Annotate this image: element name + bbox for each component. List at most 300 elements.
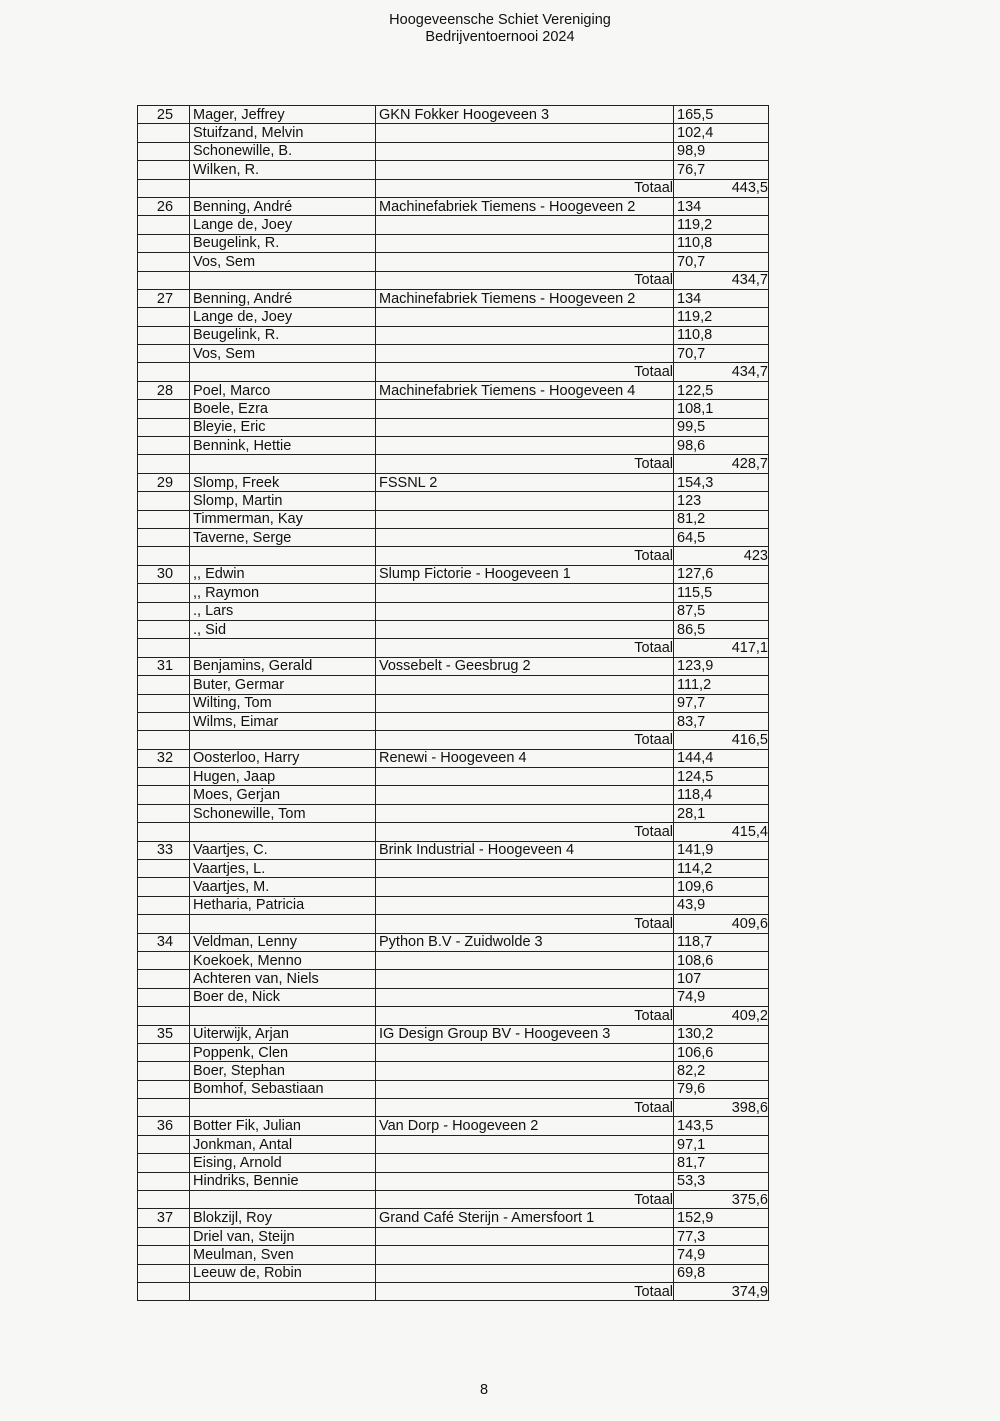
member-row bbox=[138, 473, 769, 491]
team-cell bbox=[376, 1246, 674, 1264]
member-score: 134 bbox=[674, 289, 769, 307]
member-score: 43,9 bbox=[674, 896, 769, 914]
member-name: Lange de, Joey bbox=[190, 216, 376, 234]
rank-cell bbox=[138, 400, 190, 418]
member-score: 108,1 bbox=[674, 400, 769, 418]
team-name: Vossebelt - Geesbrug 2 bbox=[376, 657, 674, 675]
empty-cell bbox=[138, 1099, 190, 1117]
rank-cell bbox=[138, 988, 190, 1006]
team-name: Grand Café Sterijn - Amersfoort 1 bbox=[376, 1209, 674, 1227]
member-score: 119,2 bbox=[674, 308, 769, 326]
total-label: Totaal bbox=[376, 1099, 674, 1117]
member-score: 110,8 bbox=[674, 234, 769, 252]
total-label: Totaal bbox=[376, 271, 674, 289]
rank-cell bbox=[138, 804, 190, 822]
team-cell bbox=[376, 124, 674, 142]
team-name: Python B.V - Zuidwolde 3 bbox=[376, 933, 674, 951]
member-name: Timmerman, Kay bbox=[190, 510, 376, 528]
member-row bbox=[138, 749, 769, 767]
rank-cell bbox=[138, 510, 190, 528]
total-label: Totaal bbox=[376, 823, 674, 841]
results-table bbox=[137, 105, 769, 1301]
member-row bbox=[138, 1025, 769, 1043]
member-row bbox=[138, 565, 769, 583]
member-name: Taverne, Serge bbox=[190, 528, 376, 546]
member-score: 152,9 bbox=[674, 1209, 769, 1227]
member-name: ., Sid bbox=[190, 620, 376, 638]
team-cell bbox=[376, 860, 674, 878]
member-name: Bennink, Hettie bbox=[190, 437, 376, 455]
team-cell bbox=[376, 970, 674, 988]
rank-cell bbox=[138, 970, 190, 988]
member-score: 74,9 bbox=[674, 1246, 769, 1264]
member-name: Eising, Arnold bbox=[190, 1154, 376, 1172]
member-name: ,, Raymon bbox=[190, 584, 376, 602]
empty-cell bbox=[138, 455, 190, 473]
rank-cell bbox=[138, 216, 190, 234]
member-name: Slomp, Martin bbox=[190, 492, 376, 510]
member-row bbox=[138, 1227, 769, 1245]
member-name: Bomhof, Sebastiaan bbox=[190, 1080, 376, 1098]
member-score: 124,5 bbox=[674, 768, 769, 786]
team-cell bbox=[376, 1264, 674, 1282]
results-body bbox=[138, 106, 769, 1301]
member-row bbox=[138, 676, 769, 694]
empty-cell bbox=[190, 1191, 376, 1209]
member-score: 87,5 bbox=[674, 602, 769, 620]
member-score: 143,5 bbox=[674, 1117, 769, 1135]
team-name: Machinefabriek Tiemens - Hoogeveen 4 bbox=[376, 381, 674, 399]
member-score: 76,7 bbox=[674, 161, 769, 179]
member-row bbox=[138, 326, 769, 344]
total-label: Totaal bbox=[376, 639, 674, 657]
tournament-name: Bedrijventoernooi 2024 bbox=[425, 29, 575, 45]
member-name: Leeuw de, Robin bbox=[190, 1264, 376, 1282]
team-cell bbox=[376, 694, 674, 712]
team-total: 398,6 bbox=[674, 1099, 769, 1117]
empty-cell bbox=[138, 547, 190, 565]
member-score: 141,9 bbox=[674, 841, 769, 859]
team-total: 428,7 bbox=[674, 455, 769, 473]
member-name: Koekoek, Menno bbox=[190, 951, 376, 969]
member-row bbox=[138, 804, 769, 822]
member-name: Poel, Marco bbox=[190, 381, 376, 399]
team-rank: 30 bbox=[138, 565, 190, 583]
member-row bbox=[138, 951, 769, 969]
total-label: Totaal bbox=[376, 1007, 674, 1025]
total-row bbox=[138, 639, 769, 657]
member-score: 154,3 bbox=[674, 473, 769, 491]
member-name: Schonewille, B. bbox=[190, 142, 376, 160]
page-number: 8 bbox=[479, 1382, 489, 1398]
team-cell bbox=[376, 234, 674, 252]
rank-cell bbox=[138, 860, 190, 878]
rank-cell bbox=[138, 253, 190, 271]
empty-cell bbox=[190, 639, 376, 657]
team-rank: 33 bbox=[138, 841, 190, 859]
team-cell bbox=[376, 1062, 674, 1080]
total-label: Totaal bbox=[376, 455, 674, 473]
rank-cell bbox=[138, 437, 190, 455]
team-cell bbox=[376, 712, 674, 730]
rank-cell bbox=[138, 584, 190, 602]
team-cell bbox=[376, 786, 674, 804]
member-row bbox=[138, 528, 769, 546]
member-row bbox=[138, 1043, 769, 1061]
team-rank: 31 bbox=[138, 657, 190, 675]
member-score: 81,7 bbox=[674, 1154, 769, 1172]
rank-cell bbox=[138, 712, 190, 730]
member-score: 118,4 bbox=[674, 786, 769, 804]
team-name: Machinefabriek Tiemens - Hoogeveen 2 bbox=[376, 289, 674, 307]
empty-cell bbox=[190, 1099, 376, 1117]
member-name: Bleyie, Eric bbox=[190, 418, 376, 436]
member-row bbox=[138, 234, 769, 252]
member-row bbox=[138, 418, 769, 436]
member-row bbox=[138, 142, 769, 160]
member-score: 123,9 bbox=[674, 657, 769, 675]
team-cell bbox=[376, 1227, 674, 1245]
team-name: Slump Fictorie - Hoogeveen 1 bbox=[376, 565, 674, 583]
member-row bbox=[138, 437, 769, 455]
team-cell bbox=[376, 951, 674, 969]
member-name: ., Lars bbox=[190, 602, 376, 620]
member-row bbox=[138, 106, 769, 124]
member-name: Boer, Stephan bbox=[190, 1062, 376, 1080]
member-name: Wilms, Eimar bbox=[190, 712, 376, 730]
rank-cell bbox=[138, 418, 190, 436]
member-name: Meulman, Sven bbox=[190, 1246, 376, 1264]
team-cell bbox=[376, 1154, 674, 1172]
rank-cell bbox=[138, 676, 190, 694]
team-cell bbox=[376, 528, 674, 546]
team-cell bbox=[376, 768, 674, 786]
total-row bbox=[138, 547, 769, 565]
member-row bbox=[138, 253, 769, 271]
member-name: Hetharia, Patricia bbox=[190, 896, 376, 914]
team-cell bbox=[376, 253, 674, 271]
total-label: Totaal bbox=[376, 1283, 674, 1301]
member-score: 118,7 bbox=[674, 933, 769, 951]
member-name: Schonewille, Tom bbox=[190, 804, 376, 822]
team-cell bbox=[376, 510, 674, 528]
empty-cell bbox=[190, 455, 376, 473]
member-score: 134 bbox=[674, 197, 769, 215]
team-rank: 26 bbox=[138, 197, 190, 215]
member-row bbox=[138, 988, 769, 1006]
empty-cell bbox=[190, 547, 376, 565]
team-total: 443,5 bbox=[674, 179, 769, 197]
team-total: 375,6 bbox=[674, 1191, 769, 1209]
total-row bbox=[138, 179, 769, 197]
rank-cell bbox=[138, 1135, 190, 1153]
member-row bbox=[138, 1062, 769, 1080]
member-name: Wilken, R. bbox=[190, 161, 376, 179]
team-cell bbox=[376, 896, 674, 914]
team-name: FSSNL 2 bbox=[376, 473, 674, 491]
member-row bbox=[138, 694, 769, 712]
rank-cell bbox=[138, 1062, 190, 1080]
rank-cell bbox=[138, 896, 190, 914]
empty-cell bbox=[190, 823, 376, 841]
club-name: Hoogeveensche Schiet Vereniging bbox=[389, 12, 611, 28]
team-total: 374,9 bbox=[674, 1283, 769, 1301]
member-name: Vaartjes, M. bbox=[190, 878, 376, 896]
member-score: 69,8 bbox=[674, 1264, 769, 1282]
total-label: Totaal bbox=[376, 547, 674, 565]
team-cell bbox=[376, 326, 674, 344]
team-name: IG Design Group BV - Hoogeveen 3 bbox=[376, 1025, 674, 1043]
rank-cell bbox=[138, 142, 190, 160]
rank-cell bbox=[138, 308, 190, 326]
member-name: Driel van, Steijn bbox=[190, 1227, 376, 1245]
member-name: Moes, Gerjan bbox=[190, 786, 376, 804]
team-cell bbox=[376, 142, 674, 160]
member-score: 97,1 bbox=[674, 1135, 769, 1153]
member-name: ,, Edwin bbox=[190, 565, 376, 583]
rank-cell bbox=[138, 1043, 190, 1061]
member-row bbox=[138, 308, 769, 326]
member-name: Stuifzand, Melvin bbox=[190, 124, 376, 142]
team-name: Van Dorp - Hoogeveen 2 bbox=[376, 1117, 674, 1135]
rank-cell bbox=[138, 602, 190, 620]
member-row bbox=[138, 860, 769, 878]
member-name: Vaartjes, C. bbox=[190, 841, 376, 859]
member-score: 86,5 bbox=[674, 620, 769, 638]
member-row bbox=[138, 345, 769, 363]
member-row bbox=[138, 124, 769, 142]
member-score: 144,4 bbox=[674, 749, 769, 767]
team-cell bbox=[376, 161, 674, 179]
member-row bbox=[138, 620, 769, 638]
member-score: 122,5 bbox=[674, 381, 769, 399]
member-row bbox=[138, 768, 769, 786]
rank-cell bbox=[138, 620, 190, 638]
member-score: 74,9 bbox=[674, 988, 769, 1006]
team-name: Machinefabriek Tiemens - Hoogeveen 2 bbox=[376, 197, 674, 215]
rank-cell bbox=[138, 951, 190, 969]
rank-cell bbox=[138, 786, 190, 804]
member-row bbox=[138, 1154, 769, 1172]
member-score: 102,4 bbox=[674, 124, 769, 142]
member-name: Achteren van, Niels bbox=[190, 970, 376, 988]
team-rank: 28 bbox=[138, 381, 190, 399]
member-name: Boele, Ezra bbox=[190, 400, 376, 418]
member-row bbox=[138, 1117, 769, 1135]
total-row bbox=[138, 1191, 769, 1209]
member-row bbox=[138, 492, 769, 510]
member-row bbox=[138, 1172, 769, 1190]
member-score: 97,7 bbox=[674, 694, 769, 712]
member-row bbox=[138, 216, 769, 234]
member-score: 110,8 bbox=[674, 326, 769, 344]
member-row bbox=[138, 289, 769, 307]
team-cell bbox=[376, 216, 674, 234]
empty-cell bbox=[190, 915, 376, 933]
total-row bbox=[138, 455, 769, 473]
member-score: 111,2 bbox=[674, 676, 769, 694]
rank-cell bbox=[138, 1080, 190, 1098]
rank-cell bbox=[138, 161, 190, 179]
team-cell bbox=[376, 418, 674, 436]
team-total: 409,2 bbox=[674, 1007, 769, 1025]
member-score: 99,5 bbox=[674, 418, 769, 436]
team-cell bbox=[376, 492, 674, 510]
member-row bbox=[138, 970, 769, 988]
member-name: Mager, Jeffrey bbox=[190, 106, 376, 124]
member-row bbox=[138, 584, 769, 602]
team-total: 423 bbox=[674, 547, 769, 565]
member-score: 127,6 bbox=[674, 565, 769, 583]
member-name: Vos, Sem bbox=[190, 253, 376, 271]
member-row bbox=[138, 878, 769, 896]
member-score: 77,3 bbox=[674, 1227, 769, 1245]
team-total: 434,7 bbox=[674, 363, 769, 381]
member-row bbox=[138, 197, 769, 215]
team-cell bbox=[376, 584, 674, 602]
member-row bbox=[138, 841, 769, 859]
member-score: 165,5 bbox=[674, 106, 769, 124]
team-total: 416,5 bbox=[674, 731, 769, 749]
member-score: 114,2 bbox=[674, 860, 769, 878]
member-row bbox=[138, 161, 769, 179]
empty-cell bbox=[190, 363, 376, 381]
team-cell bbox=[376, 676, 674, 694]
team-rank: 34 bbox=[138, 933, 190, 951]
empty-cell bbox=[190, 731, 376, 749]
member-score: 123 bbox=[674, 492, 769, 510]
rank-cell bbox=[138, 1172, 190, 1190]
member-score: 70,7 bbox=[674, 253, 769, 271]
empty-cell bbox=[138, 1283, 190, 1301]
page-header bbox=[0, 12, 1000, 46]
total-row bbox=[138, 731, 769, 749]
team-cell bbox=[376, 345, 674, 363]
total-row bbox=[138, 1007, 769, 1025]
total-label: Totaal bbox=[376, 363, 674, 381]
total-row bbox=[138, 823, 769, 841]
rank-cell bbox=[138, 492, 190, 510]
member-name: Veldman, Lenny bbox=[190, 933, 376, 951]
member-name: Poppenk, Clen bbox=[190, 1043, 376, 1061]
member-name: Oosterloo, Harry bbox=[190, 749, 376, 767]
member-name: Hindriks, Bennie bbox=[190, 1172, 376, 1190]
team-cell bbox=[376, 1043, 674, 1061]
member-name: Slomp, Freek bbox=[190, 473, 376, 491]
team-name: GKN Fokker Hoogeveen 3 bbox=[376, 106, 674, 124]
team-rank: 27 bbox=[138, 289, 190, 307]
rank-cell bbox=[138, 345, 190, 363]
empty-cell bbox=[138, 1007, 190, 1025]
rank-cell bbox=[138, 528, 190, 546]
member-score: 130,2 bbox=[674, 1025, 769, 1043]
team-name: Brink Industrial - Hoogeveen 4 bbox=[376, 841, 674, 859]
member-name: Hugen, Jaap bbox=[190, 768, 376, 786]
member-name: Blokzijl, Roy bbox=[190, 1209, 376, 1227]
member-score: 83,7 bbox=[674, 712, 769, 730]
member-row bbox=[138, 933, 769, 951]
member-name: Uiterwijk, Arjan bbox=[190, 1025, 376, 1043]
rank-cell bbox=[138, 1264, 190, 1282]
team-total: 409,6 bbox=[674, 915, 769, 933]
rank-cell bbox=[138, 694, 190, 712]
member-name: Wilting, Tom bbox=[190, 694, 376, 712]
total-row bbox=[138, 271, 769, 289]
team-rank: 37 bbox=[138, 1209, 190, 1227]
member-score: 53,3 bbox=[674, 1172, 769, 1190]
member-row bbox=[138, 1080, 769, 1098]
empty-cell bbox=[138, 179, 190, 197]
member-score: 115,5 bbox=[674, 584, 769, 602]
empty-cell bbox=[190, 1007, 376, 1025]
member-name: Benning, André bbox=[190, 197, 376, 215]
team-cell bbox=[376, 1135, 674, 1153]
team-cell bbox=[376, 804, 674, 822]
member-name: Boer de, Nick bbox=[190, 988, 376, 1006]
member-row bbox=[138, 712, 769, 730]
empty-cell bbox=[138, 639, 190, 657]
team-rank: 25 bbox=[138, 106, 190, 124]
member-score: 28,1 bbox=[674, 804, 769, 822]
empty-cell bbox=[138, 823, 190, 841]
member-score: 109,6 bbox=[674, 878, 769, 896]
rank-cell bbox=[138, 124, 190, 142]
rank-cell bbox=[138, 234, 190, 252]
member-row bbox=[138, 1135, 769, 1153]
member-row bbox=[138, 381, 769, 399]
team-rank: 29 bbox=[138, 473, 190, 491]
total-row bbox=[138, 363, 769, 381]
empty-cell bbox=[138, 271, 190, 289]
rank-cell bbox=[138, 878, 190, 896]
team-rank: 36 bbox=[138, 1117, 190, 1135]
team-cell bbox=[376, 437, 674, 455]
rank-cell bbox=[138, 1227, 190, 1245]
member-name: Vaartjes, L. bbox=[190, 860, 376, 878]
total-row bbox=[138, 1283, 769, 1301]
team-total: 417,1 bbox=[674, 639, 769, 657]
team-cell bbox=[376, 400, 674, 418]
member-row bbox=[138, 602, 769, 620]
empty-cell bbox=[138, 1191, 190, 1209]
member-name: Benjamins, Gerald bbox=[190, 657, 376, 675]
member-score: 108,6 bbox=[674, 951, 769, 969]
total-label: Totaal bbox=[376, 179, 674, 197]
team-cell bbox=[376, 1172, 674, 1190]
team-cell bbox=[376, 988, 674, 1006]
team-total: 434,7 bbox=[674, 271, 769, 289]
member-name: Beugelink, R. bbox=[190, 234, 376, 252]
member-row bbox=[138, 1264, 769, 1282]
member-score: 64,5 bbox=[674, 528, 769, 546]
team-rank: 35 bbox=[138, 1025, 190, 1043]
member-score: 98,9 bbox=[674, 142, 769, 160]
member-name: Botter Fik, Julian bbox=[190, 1117, 376, 1135]
member-name: Benning, André bbox=[190, 289, 376, 307]
rank-cell bbox=[138, 1154, 190, 1172]
member-name: Vos, Sem bbox=[190, 345, 376, 363]
team-cell bbox=[376, 308, 674, 326]
member-name: Lange de, Joey bbox=[190, 308, 376, 326]
total-label: Totaal bbox=[376, 1191, 674, 1209]
member-name: Buter, Germar bbox=[190, 676, 376, 694]
empty-cell bbox=[138, 363, 190, 381]
member-row bbox=[138, 1209, 769, 1227]
empty-cell bbox=[138, 915, 190, 933]
total-row bbox=[138, 1099, 769, 1117]
member-row bbox=[138, 510, 769, 528]
team-rank: 32 bbox=[138, 749, 190, 767]
